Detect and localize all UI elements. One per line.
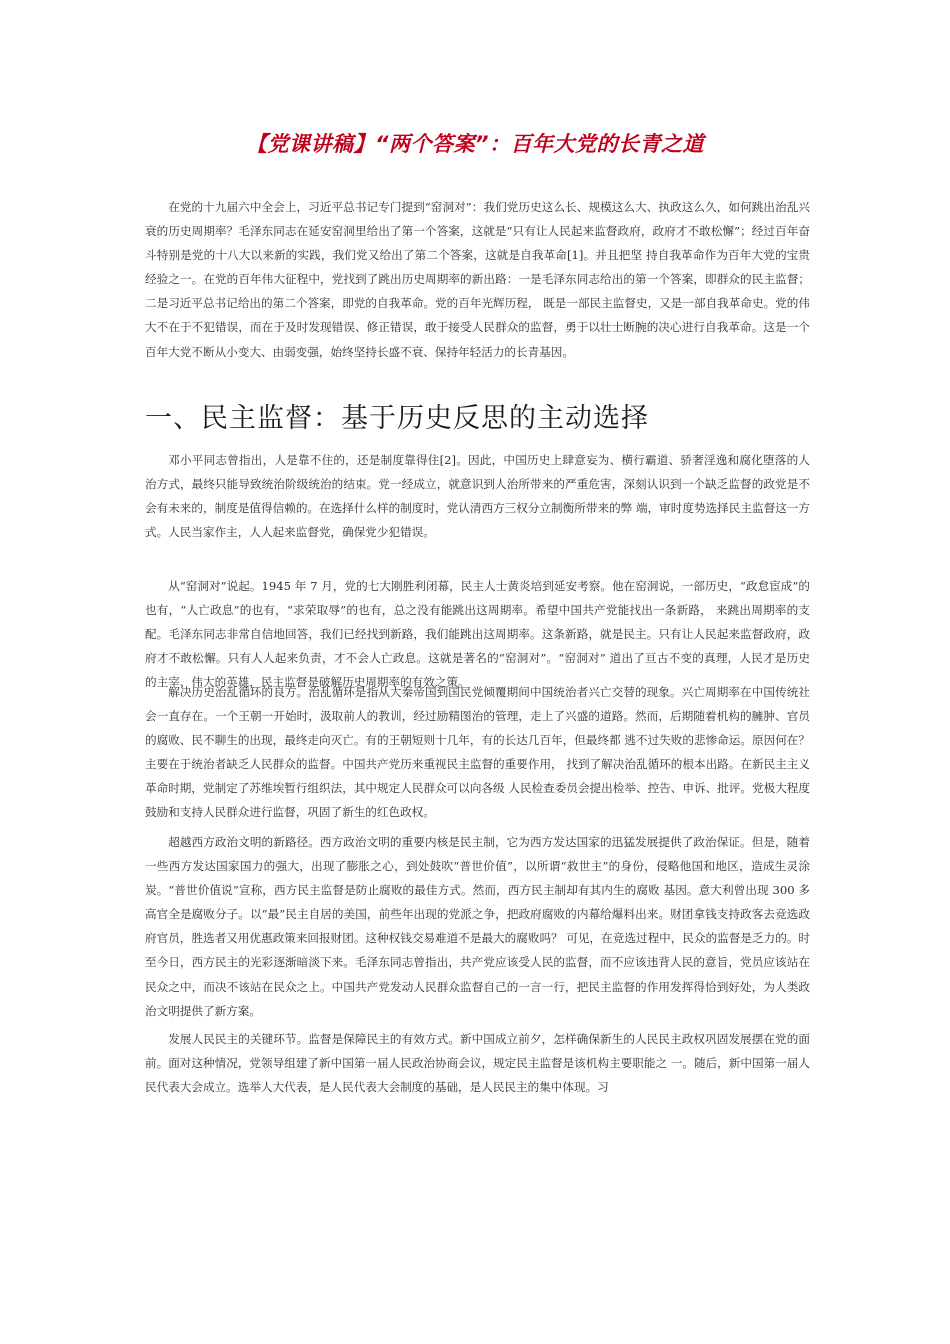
section-heading: 一、民主监督：基于历史反思的主动选择 [145, 403, 649, 434]
intro-paragraph: 在党的十九届六中全会上，习近平总书记专门提到“窑洞对”：我们党历史这么长、规模这么大、执政这么久，如何跳出治乱兴衰的历史周期率？毛泽东同志在延安窑洞里给出了第一个答案，这就是“只有让人民起来监督政府，政府才不敢松懈”；经过百年奋斗特别是党的十八大以来新的实践，我们党又给出了第二个答案，这就是自我革命[1]。并且把坚 持自我革命作为百年大党的宝贵经验之一。在党的百年伟大征程中，党找到了跳出历史周期率的新出路：一是毛泽东同志给出的第一个答案，即群众的民主监督；二是习近平总书记给出的第二个答案，即党的自我革命。党的百年光辉历程， 既是一部民主监督史，又是一部自我革命史。党的伟大不在于不犯错误，而在于及时发现错误、修正错误，敢于接受人民群众的监督，勇于以壮士断腕的决心进行自我革命。这是一个百年大党不断从小变大、由弱变强，始终坚持长盛不衰、保持年轻活力的长青基因。 [145, 200, 810, 359]
paragraph-block [145, 448, 810, 544]
paragraph: 邓小平同志曾指出，人是靠不住的，还是制度靠得住[2]。因此，中国历史上肆意妄为、横行霸道、骄奢淫逸和腐化堕落的人治方式，最终只能导致统治阶级统治的结束。党一经成立，就意识到人治所带来的严重危害，深刻认识到一个缺乏监督的政党是不会有未来的，制度是值得信赖的。在选择什么样的制度时，党认清西方三权分立制衡所带来的弊 端，审时度势选择民主监督这一方式。人民当家作主，人人起来监督党，确保党少犯错误。 [145, 453, 810, 540]
paragraph: 从“窑洞对”说起。1945 年 7 月，党的七大刚胜利闭幕，民主人士黄炎培到延安考察。他在窑洞说，一部历史，“政怠宦成”的也有，“人亡政息”的也有，“求荣取辱”的也有，总之没有能跳出这周期率。希望中国共产党能找出一条新路， 来跳出周期率的支配。毛泽东同志非常自信地回答，我们已经找到新路，我们能跳出这周期率。这条新路，就是民主。只有让人民起来监督政府，政府才不敢松懈。只有人人起来负责，才不会人亡政息。这就是著名的“窑洞对”。“窑洞对” 道出了亘古不变的真理，人民才是历史的主宰、伟大的英雄，民主监督是破解历史周期率的有效之策。 [145, 579, 810, 690]
paragraph-block [145, 830, 810, 1023]
paragraph: 超越西方政治文明的新路径。西方政治文明的重要内核是民主制，它为西方发达国家的迅猛发展提供了政治保证。但是，随着一些西方发达国家国力的强大，出现了膨胀之心，到处鼓吹“普世价值”，以所谓“救世主”的身份，侵略他国和地区，造成生灵涂炭。“普世价值说”宣称，西方民主监督是防止腐败的最佳方式。然而，西方民主制却有其内生的腐败 基因。意大利曾出现 300 多高官全是腐败分子。以“最”民主自居的美国，前些年出现的党派之争，把政府腐败的内幕给爆料出来。财团拿钱支持政客去竞选政府官员，胜选者又用优惠政策来回报财团。这种权钱交易难道不是最大的腐败吗？ 可见，在竞选过程中，民众的监督是乏力的。时至今日，西方民主的光彩逐渐暗淡下来。毛泽东同志曾指出，共产党应该受人民的监督，而不应该违背人民的意旨，党员应该站在民众之中，而决不该站在民众之上。中国共产党发动人民群众监督自己的一言一行，把民主监督的作用发挥得恰到好处，为人类政治文明提供了新方案。 [145, 835, 810, 1018]
paragraph-block [145, 574, 810, 694]
paragraph-block [145, 680, 810, 825]
paragraph-block [145, 1027, 810, 1099]
document-title: 【党课讲稿】“两个答案”：百年大党的长青之道 [245, 132, 705, 156]
paragraph: 解决历史治乱循环的良方。治乱循环是指从大秦帝国到国民党倾覆期间中国统治者兴亡交替的现象。兴亡周期率在中国传统社会一直存在。一个王朝一开始时，汲取前人的教训，经过励精图治的管理，走上了兴盛的道路。然而，后期随着机构的臃肿、官员的腐败、民不聊生的出现，最终走向灭亡。有的王朝短则十几年，有的长达几百年，但最终都 逃不过失败的悲惨命运。原因何在？主要在于统治者缺乏人民群众的监督。中国共产党历来重视民主监督的重要作用， 找到了解决治乱循环的根本出路。在新民主主义革命时期，党制定了苏维埃暂行组织法，其中规定人民群众可以向各级 人民检查委员会提出检举、控告、申诉、批评。党极大程度鼓励和支持人民群众进行监督，巩固了新生的红色政权。 [145, 685, 810, 820]
paragraph: 发展人民民主的关键环节。监督是保障民主的有效方式。新中国成立前夕，怎样确保新生的人民民主政权巩固发展摆在党的面前。面对这种情况，党领导组建了新中国第一届人民政治协商会议，规定民主监督是该机构主要职能之 一。随后，新中国第一届人民代表大会成立。选举人大代表，是人民代表大会制度的基础，是人民民主的集中体现。习 [145, 1032, 810, 1095]
intro-paragraph-block [145, 195, 810, 364]
